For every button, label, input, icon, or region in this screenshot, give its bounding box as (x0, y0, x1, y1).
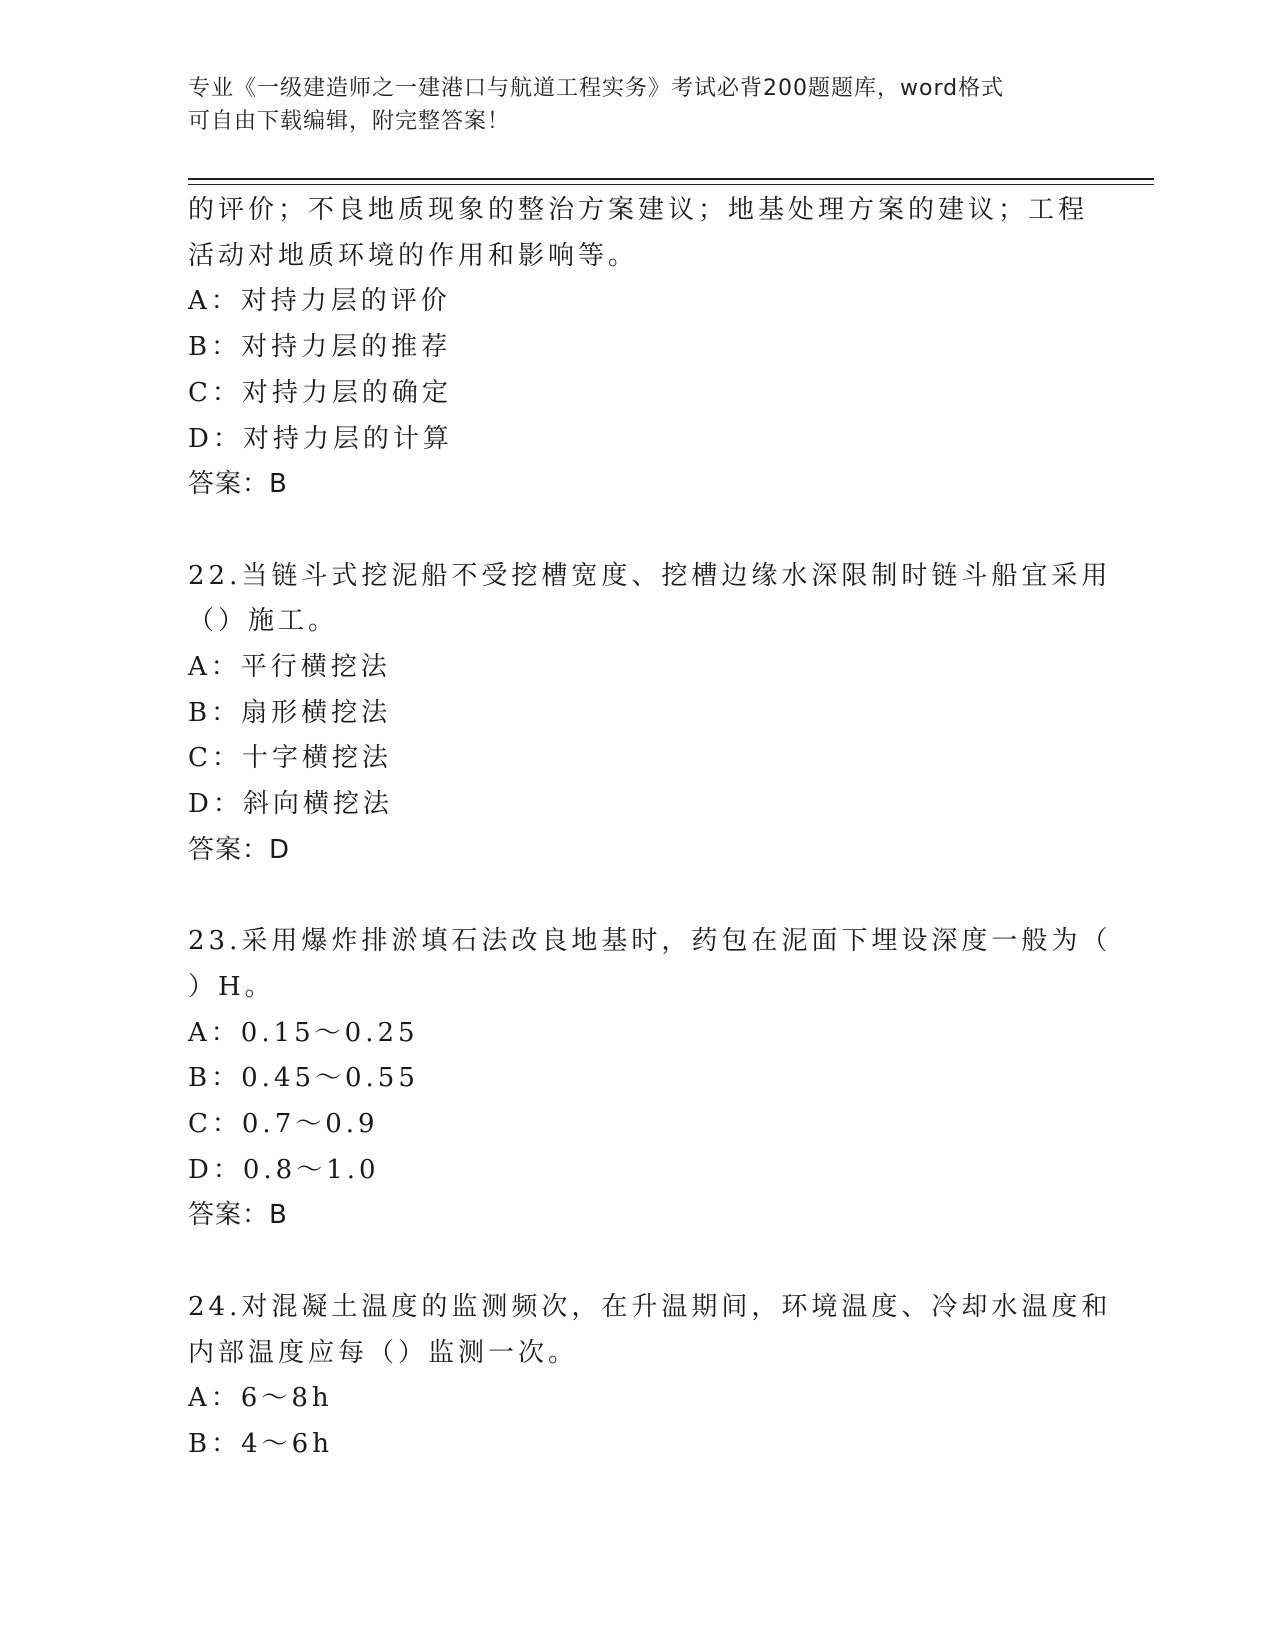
option-d: D：斜向横挖法 (188, 789, 393, 820)
question-text-line: 22.当链斗式挖泥船不受挖槽宽度、挖槽边缘水深限制时链斗船宜采用 (188, 560, 1112, 591)
question-text-line: 23.采用爆炸排淤填石法改良地基时，药包在泥面下埋设深度一般为（ (188, 926, 1112, 957)
question-text-line: 活动对地质环境的作用和影响等。 (188, 240, 639, 271)
option-a: A：对持力层的评价 (188, 286, 451, 317)
question-block-24 (188, 1285, 1112, 1468)
answer-line: 答案：D (188, 834, 291, 865)
option-b: B：对持力层的推荐 (188, 332, 452, 363)
option-c: C：十字横挖法 (188, 743, 392, 774)
header-line-1: 专业《一级建造师之一建港口与航道工程实务》考试必背200题题库，word格式 (188, 76, 1005, 101)
spacer (188, 508, 1088, 554)
document-body (188, 188, 1112, 1468)
option-b: B：4～6h (188, 1428, 333, 1459)
question-block-22 (188, 554, 1112, 874)
answer-line: 答案：B (188, 469, 288, 500)
option-d: D：对持力层的计算 (188, 423, 453, 454)
header-line-2: 可自由下载编辑，附完整答案！ (188, 109, 511, 134)
option-a: A：6～8h (188, 1383, 333, 1414)
option-a: A：0.15～0.25 (188, 1017, 419, 1048)
question-text-line: （）施工。 (188, 606, 339, 637)
spacer (188, 1239, 1088, 1285)
option-b: B：扇形横挖法 (188, 697, 392, 728)
option-c: C：0.7～0.9 (188, 1109, 379, 1140)
answer-line: 答案：B (188, 1200, 288, 1231)
document-header (188, 72, 1068, 138)
spacer (188, 874, 1088, 920)
question-block-23 (188, 919, 1112, 1239)
option-c: C：对持力层的确定 (188, 377, 452, 408)
header-rule-thick (188, 178, 1154, 180)
question-text-line: 24.对混凝土温度的监测频次，在升温期间，环境温度、冷却水温度和 (188, 1291, 1112, 1322)
question-text-line: 内部温度应每（）监测一次。 (188, 1337, 579, 1368)
option-b: B：0.45～0.55 (188, 1063, 419, 1094)
question-text-line: ）H。 (188, 971, 275, 1002)
option-a: A：平行横挖法 (188, 652, 391, 683)
header-rule-thin (188, 184, 1154, 185)
question-block-21 (188, 188, 1088, 508)
option-d: D：0.8～1.0 (188, 1154, 380, 1185)
question-text-line: 的评价；不良地质现象的整治方案建议；地基处理方案的建议；工程 (188, 195, 1089, 225)
